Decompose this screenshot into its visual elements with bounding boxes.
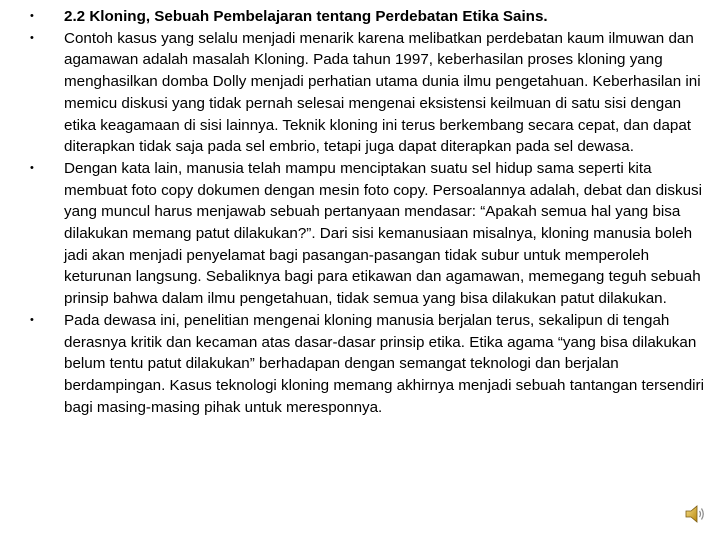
speaker-icon[interactable] bbox=[684, 503, 708, 525]
paragraph-text: Dengan kata lain, manusia telah mampu menciptakan suatu sel hidup sama seperti kita membuat foto copy dokumen dengan mesin foto copy. Persoalannya adalah, debat dan diskusi yang muncul harus menjawab sebuah pertanyaan mendasar: “Apakah semua hal yang bisa dilakukan memang patut dilakukan?”. Dari sisi kemanusiaan misalnya, kloning manusia boleh jadi akan menjadi penyelamat bagi pasangan-pasangan tidak subur untuk memperoleh keturunan langsung. Sebaliknya bagi para etikawan dan agamawan, memegang teguh sebuah prinsip bahwa dalam ilmu pengetahuan, tidak semua yang bisa dilakukan patut dilakukan. bbox=[64, 159, 703, 308]
bullet-paragraph bbox=[30, 158, 716, 310]
bullet-marker: • bbox=[30, 313, 34, 326]
bullet-marker: • bbox=[30, 10, 34, 22]
bullet-paragraph bbox=[30, 28, 716, 158]
bullet-paragraph bbox=[30, 310, 716, 419]
bullet-marker: • bbox=[30, 161, 34, 174]
bullet-list bbox=[30, 6, 716, 418]
bullet-heading bbox=[30, 6, 716, 28]
section-heading: 2.2 Kloning, Sebuah Pembelajaran tentang Perdebatan Etika Sains. bbox=[64, 8, 548, 25]
paragraph-text: Contoh kasus yang selalu menjadi menarik karena melibatkan perdebatan kaum ilmuwan dan agamawan adalah masalah Kloning. Pada tahun 1997, keberhasilan proses kloning yang menghasilkan domba Dolly menjadi perhatian utama dunia ilmu pengetahuan. Keberhasilan ini memicu diskusi yang tidak pernah selesai mengenai eksistensi keilmuan di satu sisi dengan etika keagamaan di sisi lainnya. Teknik kloning ini terus berkembang secara cepat, dan dapat diterapkan tidak saja pada sel embrio, tetapi juga dapat diterapkan pada sel dewasa. bbox=[64, 29, 701, 156]
paragraph-text: Pada dewasa ini, penelitian mengenai kloning manusia berjalan terus, sekalipun di tengah derasnya kritik dan kecaman atas dasar-dasar prinsip etika. Etika agama “yang bisa dilakukan belum tentu patut dilakukan” berhadapan dengan semangat teknologi dan berjalan berdampingan. Kasus teknologi kloning memang akhirnya menjadi sebuah tantangan tersendiri bagi masing-masing pihak untuk meresponnya. bbox=[64, 311, 704, 416]
bullet-marker: • bbox=[30, 31, 34, 44]
